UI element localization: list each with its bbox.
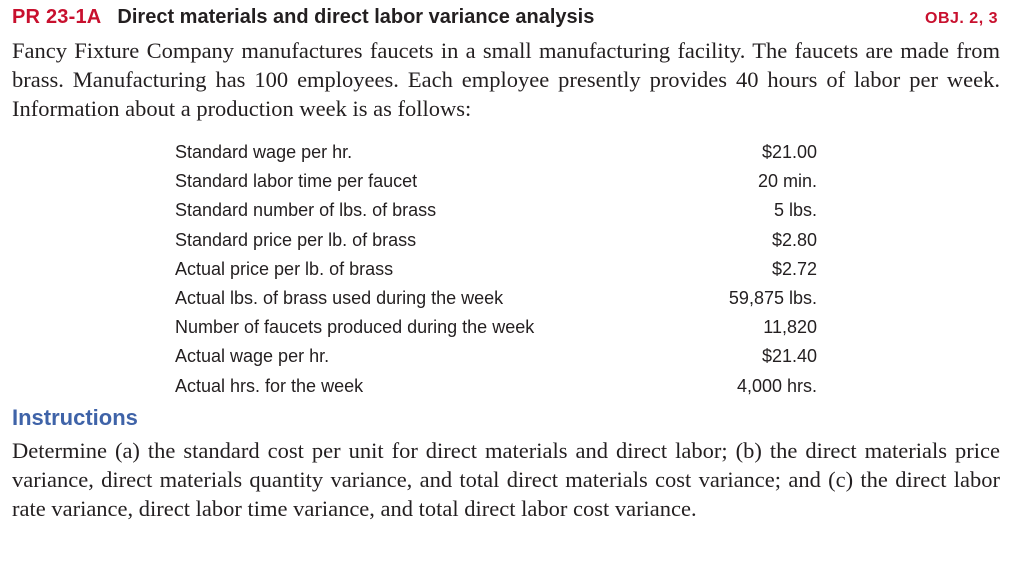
- row-value: $2.72: [771, 258, 817, 279]
- row-label: Standard wage per hr.: [175, 142, 353, 162]
- instructions-paragraph: Determine (a) the standard cost per unit for direct materials and direct labor; (b) the direct materials price variance, direct materials quantity variance, and total direct materials cost variance; and (c) the direct labor rate variance, direct labor time variance, and total direct labor cost variance.: [12, 438, 1000, 521]
- objective-label: OBJ. 2, 3: [925, 10, 998, 27]
- row-value: 11,820: [763, 317, 817, 338]
- row-value: 5 lbs.: [773, 200, 817, 221]
- instructions-heading: Instructions: [12, 405, 138, 430]
- table-row: [175, 138, 817, 167]
- table-row: [175, 167, 817, 196]
- row-label: Standard number of lbs. of brass: [175, 200, 437, 221]
- table-row: [175, 284, 817, 313]
- row-value: 20 min.: [757, 171, 817, 192]
- row-value: $2.80: [771, 229, 817, 250]
- row-value: $21.00: [761, 142, 817, 162]
- problem-id: PR 23-1A: [12, 6, 102, 28]
- row-label: Actual wage per hr.: [175, 346, 330, 367]
- intro-paragraph: Fancy Fixture Company manufactures faucets in a small manufacturing facility. The faucets are made from brass. Manufacturing has 100 employees. Each employee presently provides 40 hours of labor per week. Information about a production week is as follows:: [12, 38, 1000, 121]
- row-label: Standard labor time per faucet: [175, 171, 418, 192]
- row-label: Standard price per lb. of brass: [175, 229, 417, 250]
- row-value: $21.40: [761, 346, 817, 367]
- problem-header-left: [12, 6, 594, 29]
- problem-header: [12, 6, 1000, 36]
- row-label: Actual price per lb. of brass: [175, 258, 394, 279]
- problem-page: [12, 6, 1000, 123]
- row-value: 4,000 hrs.: [736, 375, 817, 396]
- row-label: Actual hrs. for the week: [175, 375, 364, 396]
- table-row: [175, 255, 817, 284]
- row-value: 59,875 lbs.: [728, 288, 817, 309]
- problem-title: Direct materials and direct labor variance analysis: [117, 6, 595, 28]
- table-row: [175, 372, 817, 401]
- table-row: [175, 342, 817, 371]
- table-row: [175, 226, 817, 255]
- row-label: Actual lbs. of brass used during the week: [175, 288, 504, 309]
- table-row: [175, 196, 817, 225]
- production-data-table: [175, 138, 817, 401]
- row-label: Number of faucets produced during the week: [175, 317, 535, 338]
- table-row: [175, 313, 817, 342]
